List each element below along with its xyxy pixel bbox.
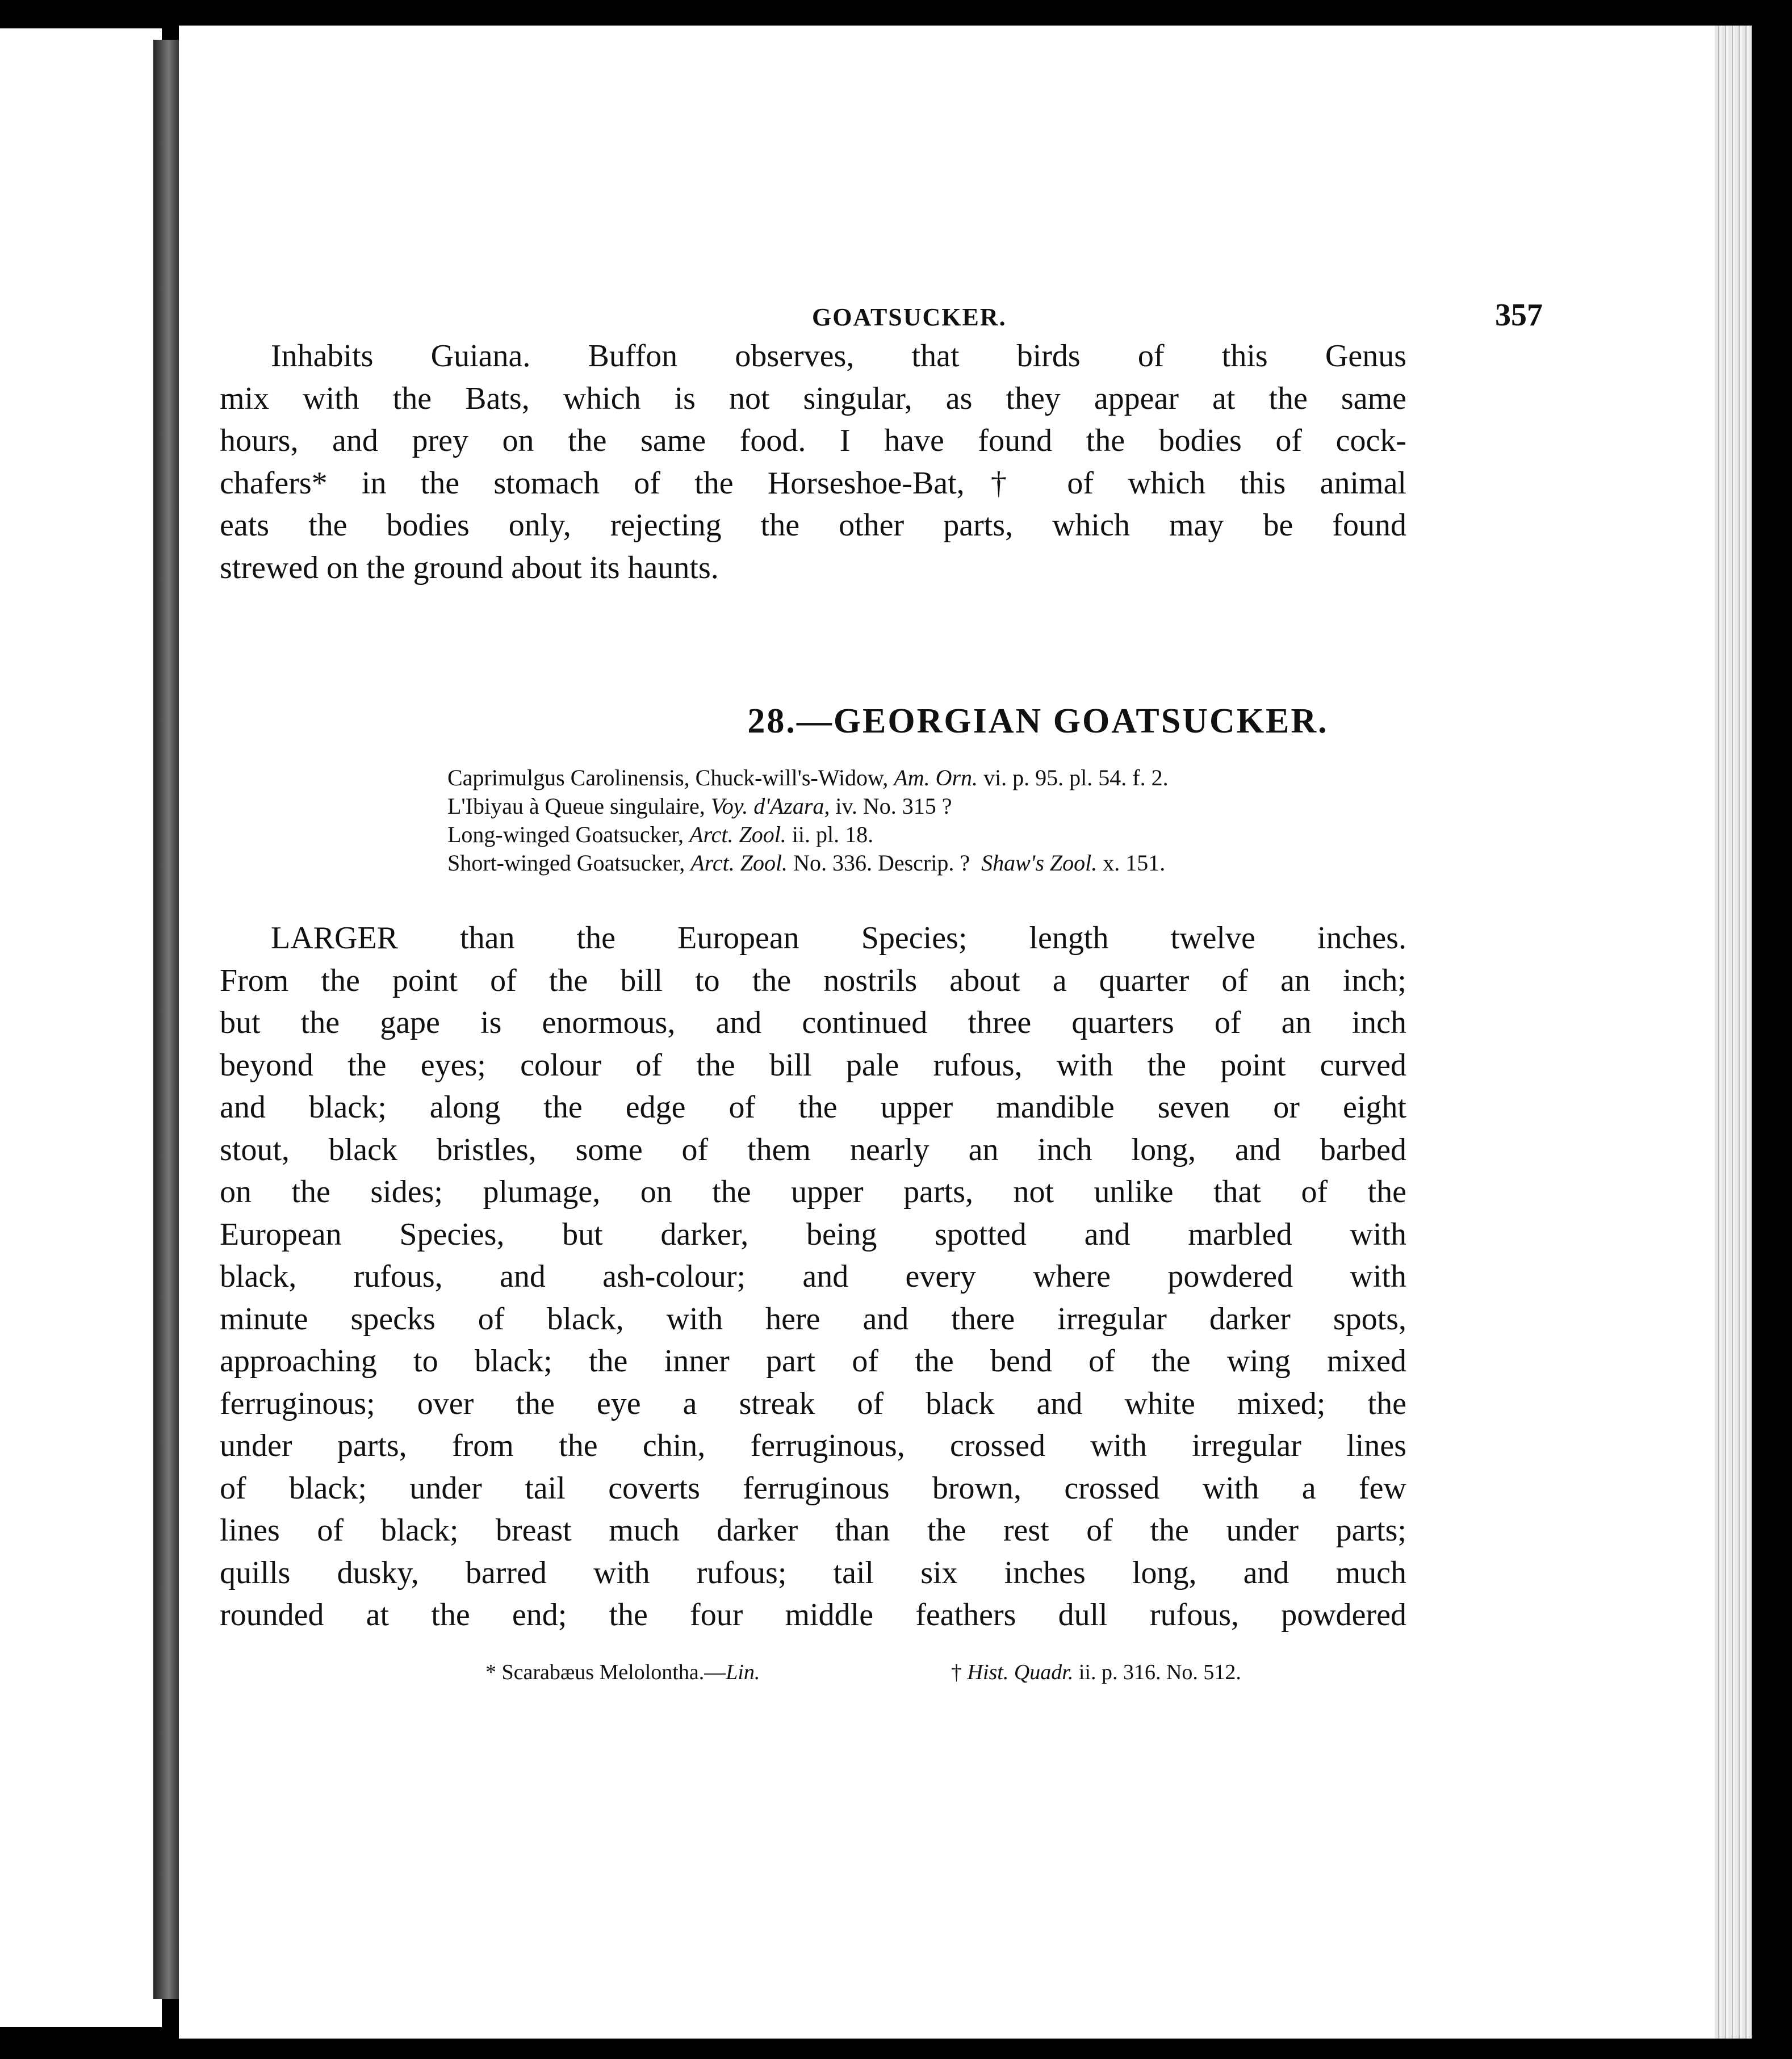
paragraph-inhabits — [220, 335, 1406, 589]
text-line: approaching to black; the inner part of the bend of the wing mixed — [220, 1344, 1406, 1379]
page-stack-edge — [1715, 26, 1752, 2039]
text-line: eats the bodies only, rejecting the other parts, which may be found — [220, 508, 1406, 543]
text-line: of black; under tail coverts ferruginous brown, crossed with a few — [220, 1470, 1406, 1506]
text-line: lines of black; breast much darker than the rest of the under parts; — [220, 1513, 1406, 1548]
synonym-name: Long-winged Goatsucker, — [447, 822, 690, 847]
text-line: LARGER than the European Species; length twelve inches. — [271, 920, 1406, 956]
synonym-entry — [447, 764, 1339, 792]
text-line: hours, and prey on the same food. I have found the bodies of cock- — [220, 423, 1406, 458]
synonym-ref: Am. Orn. — [894, 765, 978, 790]
synonym-ref: Shaw's Zool. — [981, 850, 1098, 876]
text-line: ferruginous; over the eye a streak of black and white mixed; the — [220, 1386, 1406, 1421]
synonym-name: Short-winged Goatsucker, — [447, 850, 691, 876]
text-line: under parts, from the chin, ferruginous, crossed with irregular lines — [220, 1428, 1406, 1463]
text-line: beyond the eyes; colour of the bill pale rufous, with the point curved — [220, 1047, 1406, 1083]
text-line: quills dusky, barred with rufous; tail six inches long, and much — [220, 1555, 1406, 1591]
page-number: 357 — [1495, 298, 1543, 333]
text-line: stout, black bristles, some of them nearly an inch long, and barbed — [220, 1132, 1406, 1167]
text-line: mix with the Bats, which is not singular, as they appear at the same — [220, 380, 1406, 416]
synonym-ref: Voy. d'Azara, — [710, 793, 830, 819]
synonym-rest: vi. p. 95. pl. 54. f. 2. — [978, 765, 1169, 790]
synonym-entry — [447, 821, 1339, 849]
text-line: minute specks of black, with here and there irregular darker spots, — [220, 1301, 1406, 1337]
text-line: and black; along the edge of the upper mandible seven or eight — [220, 1090, 1406, 1125]
running-head: GOATSUCKER. — [812, 303, 1007, 331]
synonym-ref: Arct. Zool. — [690, 850, 788, 876]
synonym-name: L'Ibiyau à Queue singulaire, — [447, 793, 711, 819]
text-line: Inhabits Guiana. Buffon observes, that birds of this Genus — [271, 338, 1406, 374]
book-gutter — [153, 40, 179, 1999]
text-line: but the gape is enormous, and continued three quarters of an inch — [220, 1005, 1406, 1040]
text-line: chafers* in the stomach of the Horseshoe-Bat,† of which this animal — [220, 465, 1406, 501]
text-line: rounded at the end; the four middle feathers dull rufous, powdered — [220, 1597, 1406, 1633]
synonym-rest: iv. No. 315 ? — [830, 793, 952, 819]
footnote-ref: Lin. — [726, 1660, 760, 1684]
synonym-entry — [447, 792, 1339, 821]
footnote-mark: † — [951, 1660, 968, 1684]
synonym-entry — [447, 849, 1339, 877]
text-line: on the sides; plumage, on the upper parts, not unlike that of the — [220, 1174, 1406, 1210]
synonym-rest: ii. pl. 18. — [786, 822, 874, 847]
footnote-ref: Hist. Quadr. — [967, 1660, 1074, 1684]
facing-page-edge — [0, 28, 162, 2027]
section-title: 28.—GEORGIAN GOATSUCKER. — [747, 702, 1329, 740]
synonym-list — [447, 764, 1339, 877]
text-line: From the point of the bill to the nostrils about a quarter of an inch; — [220, 962, 1406, 998]
synonym-rest: x. 151. — [1097, 850, 1166, 876]
text-line: black, rufous, and ash-colour; and every where powdered with — [220, 1259, 1406, 1294]
text-line: European Species, but darker, being spotted and marbled with — [220, 1216, 1406, 1252]
synonym-name: Caprimulgus Carolinensis, Chuck-will's-Widow, — [447, 765, 894, 790]
paragraph-description — [220, 917, 1406, 1637]
footnote-text: * Scarabæus Melolontha.— — [485, 1660, 726, 1684]
text-line: strewed on the ground about its haunts. — [220, 550, 719, 585]
footnote-dagger — [951, 1660, 1241, 1685]
footnote-star — [485, 1660, 760, 1685]
synonym-rest: No. 336. Descrip. ? — [788, 850, 982, 876]
synonym-ref: Arct. Zool. — [689, 822, 786, 847]
footnote-text: ii. p. 316. No. 512. — [1073, 1660, 1241, 1684]
